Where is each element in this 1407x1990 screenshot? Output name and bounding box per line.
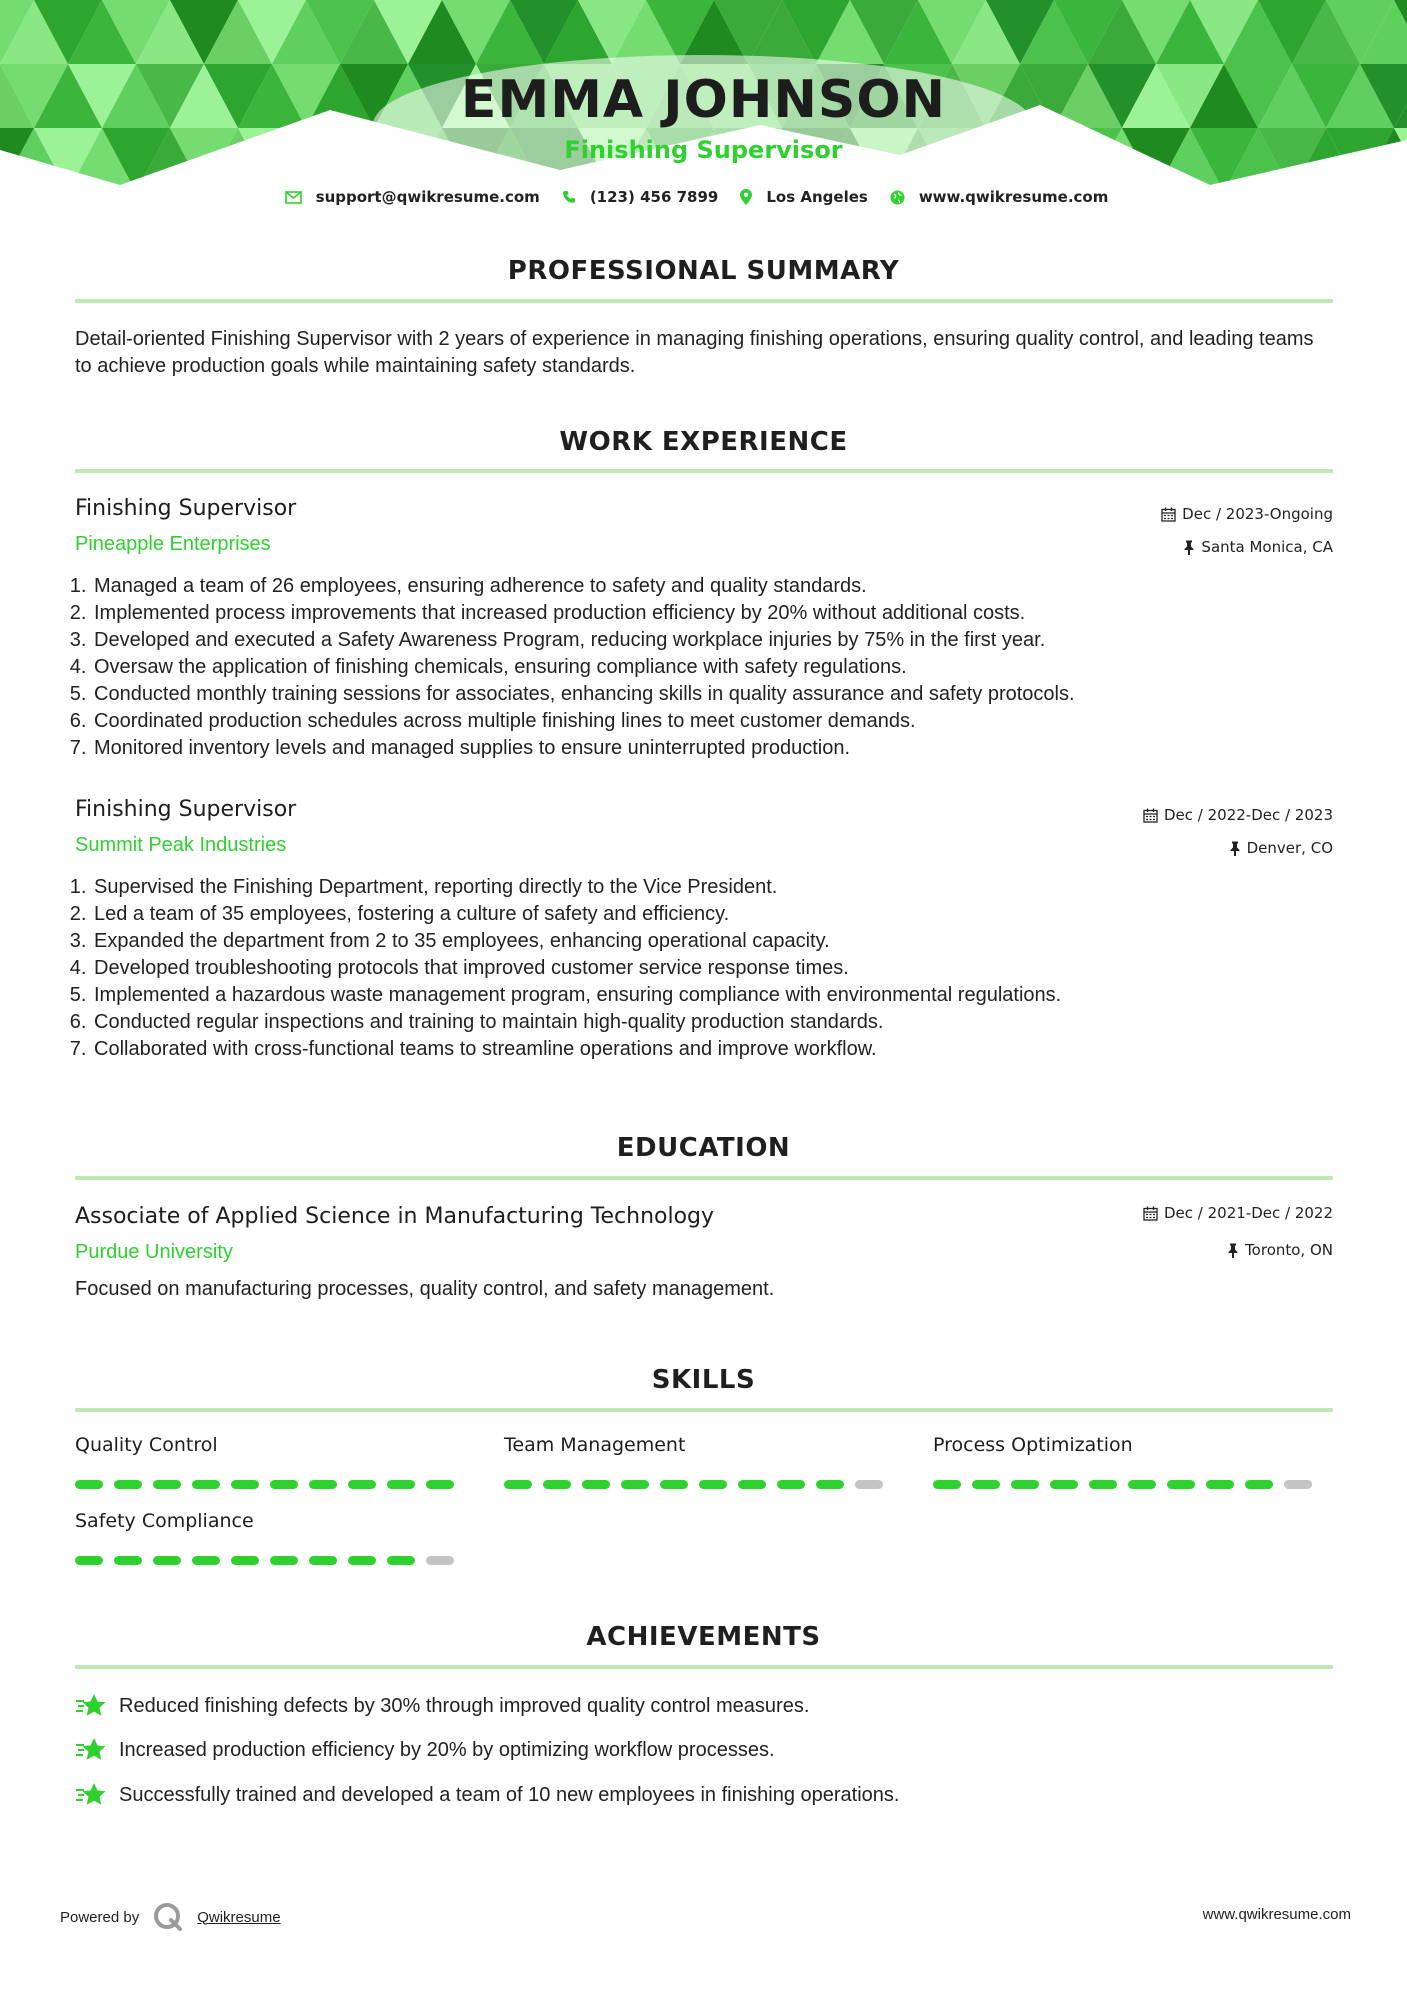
candidate-name: EMMA JOHNSON (460, 70, 947, 130)
skill-item (75, 1510, 455, 1565)
skill-dash-filled (153, 1480, 181, 1489)
contact-bar (0, 188, 1407, 206)
contact-website[interactable] (890, 188, 1109, 206)
achievement-item (75, 1692, 809, 1720)
skill-level-bar (933, 1480, 1313, 1489)
education-divider (75, 1176, 1333, 1180)
skill-dash-filled (1206, 1480, 1234, 1489)
education-heading: EDUCATION (616, 1133, 791, 1163)
map-pin-icon (740, 189, 752, 205)
skill-dash-filled (1050, 1480, 1078, 1489)
contact-email[interactable] (285, 188, 540, 206)
achievement-text: Reduced finishing defects by 30% through improved quality control measures. (119, 1694, 810, 1717)
achievement-item (75, 1736, 775, 1764)
job-date-text: Dec / 2023-Ongoing (1182, 505, 1333, 523)
job-bullets (68, 573, 1372, 762)
skill-dash-filled (387, 1556, 415, 1565)
skill-level-bar (75, 1556, 455, 1565)
skill-name: Process Optimization (933, 1434, 1133, 1456)
job-location (1183, 538, 1333, 556)
job-bullet: 5. Conducted monthly training sessions for associates, enhancing skills in quality assurance and safety protocols. (92, 681, 1372, 708)
education-location-text: Toronto, ON (1245, 1241, 1333, 1259)
achievement-text: Increased production efficiency by 20% by optimizing workflow processes. (119, 1738, 775, 1761)
skill-dash-filled (348, 1556, 376, 1565)
skill-name: Team Management (504, 1434, 686, 1456)
job-bullet: 7. Monitored inventory levels and managed supplies to ensure uninterrupted production. (92, 735, 1372, 762)
education-description: Focused on manufacturing processes, quality control, and safety management. (75, 1278, 775, 1300)
globe-icon (890, 190, 905, 205)
skill-dash-filled (270, 1480, 298, 1489)
skill-dash-filled (933, 1480, 961, 1489)
job-bullet: 7. Collaborated with cross-functional teams to streamline operations and improve workflow. (92, 1036, 1372, 1063)
skill-dash-filled (75, 1556, 103, 1565)
job-bullets (68, 874, 1372, 1063)
skill-name: Safety Compliance (75, 1510, 254, 1532)
star-icon (75, 1692, 107, 1720)
contact-email-text: support@qwikresume.com (315, 188, 540, 206)
pushpin-icon (1227, 1243, 1239, 1258)
skill-dash-filled (816, 1480, 844, 1489)
job-bullet: 3. Developed and executed a Safety Awareness Program, reducing workplace injuries by 75% in the first year. (92, 627, 1372, 654)
job-title: Finishing Supervisor (75, 797, 297, 822)
contact-website-text: www.qwikresume.com (918, 188, 1109, 206)
job-title: Finishing Supervisor (75, 496, 297, 521)
job-date (1161, 505, 1333, 523)
job-bullet: 4. Developed troubleshooting protocols that improved customer service response times. (92, 955, 1372, 982)
job-bullet: 6. Coordinated production schedules across multiple finishing lines to meet customer demands. (92, 708, 1372, 735)
achievements-heading: ACHIEVEMENTS (586, 1622, 821, 1652)
calendar-icon (1143, 1206, 1158, 1221)
contact-location (740, 188, 867, 206)
contact-phone[interactable] (562, 188, 719, 206)
skill-dash-filled (348, 1480, 376, 1489)
job-date-text: Dec / 2022-Dec / 2023 (1164, 806, 1333, 824)
skill-dash-filled (699, 1480, 727, 1489)
achievements-divider (75, 1665, 1333, 1669)
skill-dash-empty (855, 1480, 883, 1489)
job-bullet: 2. Led a team of 35 employees, fostering a culture of safety and efficiency. (92, 901, 1372, 928)
skill-dash-filled (972, 1480, 1000, 1489)
job-bullet: 2. Implemented process improvements that increased production efficiency by 20% without additional costs. (92, 600, 1372, 627)
summary-text: Detail-oriented Finishing Supervisor with 2 years of experience in managing finishing operations, ensuring quality control, and leading teams to achieve production goals while maintaining safety standards. (75, 328, 1314, 377)
contact-phone-text: (123) 456 7899 (589, 188, 719, 206)
skill-dash-filled (309, 1556, 337, 1565)
skill-dash-filled (660, 1480, 688, 1489)
job-bullet: 6. Conducted regular inspections and training to maintain high-quality production standards. (92, 1009, 1372, 1036)
skill-dash-filled (543, 1480, 571, 1489)
job-location (1229, 839, 1333, 857)
skill-dash-filled (1011, 1480, 1039, 1489)
phone-icon (562, 190, 576, 204)
education-location (1227, 1241, 1333, 1259)
education-school: Purdue University (75, 1241, 233, 1263)
pushpin-icon (1183, 540, 1195, 555)
job-location-text: Denver, CO (1246, 839, 1333, 857)
envelope-icon (285, 191, 302, 204)
skill-dash-filled (426, 1480, 454, 1489)
star-icon (75, 1736, 107, 1764)
skill-dash-empty (1284, 1480, 1312, 1489)
achievement-item (75, 1781, 899, 1809)
job-date (1143, 806, 1333, 824)
summary-divider (75, 299, 1333, 303)
job-bullet: 3. Expanded the department from 2 to 35 employees, enhancing operational capacity. (92, 928, 1372, 955)
achievement-text: Successfully trained and developed a team of 10 new employees in finishing operations. (119, 1783, 900, 1806)
skill-dash-filled (153, 1556, 181, 1565)
skill-dash-filled (231, 1556, 259, 1565)
calendar-icon (1143, 808, 1158, 823)
skill-dash-filled (270, 1556, 298, 1565)
candidate-role: Finishing Supervisor (564, 136, 843, 164)
experience-heading: WORK EXPERIENCE (559, 427, 848, 457)
skill-name: Quality Control (75, 1434, 218, 1456)
skill-dash-filled (192, 1556, 220, 1565)
skills-divider (75, 1408, 1333, 1412)
footer-url[interactable]: www.qwikresume.com (1202, 1906, 1351, 1923)
job-bullet: 1. Supervised the Finishing Department, reporting directly to the Vice President. (92, 874, 1372, 901)
calendar-icon (1161, 507, 1176, 522)
experience-divider (75, 469, 1333, 473)
summary-heading: PROFESSIONAL SUMMARY (507, 256, 900, 286)
skill-dash-filled (621, 1480, 649, 1489)
powered-by-label: Powered by (60, 1908, 140, 1926)
skill-level-bar (75, 1480, 455, 1489)
skills-heading: SKILLS (651, 1365, 756, 1395)
skill-dash-filled (387, 1480, 415, 1489)
footer-powered-by (60, 1902, 281, 1932)
skill-level-bar (504, 1480, 884, 1489)
education-degree: Associate of Applied Science in Manufacturing Technology (75, 1204, 715, 1229)
skill-dash-filled (75, 1480, 103, 1489)
skill-item (75, 1434, 455, 1489)
skill-dash-filled (231, 1480, 259, 1489)
skill-dash-filled (738, 1480, 766, 1489)
skill-dash-filled (192, 1480, 220, 1489)
qwikresume-logo-icon (153, 1902, 183, 1932)
skill-item (504, 1434, 884, 1489)
skill-dash-filled (777, 1480, 805, 1489)
skill-dash-filled (1089, 1480, 1117, 1489)
education-date-text: Dec / 2021-Dec / 2022 (1164, 1204, 1333, 1222)
skill-item (933, 1434, 1313, 1489)
job-bullet: 4. Oversaw the application of finishing chemicals, ensuring compliance with safety regulations. (92, 654, 1372, 681)
job-bullet: 5. Implemented a hazardous waste management program, ensuring compliance with environmental regulations. (92, 982, 1372, 1009)
skill-dash-filled (114, 1556, 142, 1565)
pushpin-icon (1229, 841, 1241, 856)
skill-dash-filled (114, 1480, 142, 1489)
job-company: Summit Peak Industries (75, 834, 287, 856)
contact-location-text: Los Angeles (766, 188, 868, 206)
skill-dash-empty (426, 1556, 454, 1565)
job-company: Pineapple Enterprises (75, 533, 271, 555)
skill-dash-filled (1245, 1480, 1273, 1489)
skill-dash-filled (1167, 1480, 1195, 1489)
qwikresume-link[interactable]: Qwikresume (197, 1908, 281, 1926)
skill-dash-filled (582, 1480, 610, 1489)
job-location-text: Santa Monica, CA (1201, 538, 1333, 556)
skill-dash-filled (1128, 1480, 1156, 1489)
star-icon (75, 1781, 107, 1809)
skill-dash-filled (504, 1480, 532, 1489)
job-bullet: 1. Managed a team of 26 employees, ensuring adherence to safety and quality standards. (92, 573, 1372, 600)
education-date (1143, 1204, 1333, 1222)
skill-dash-filled (309, 1480, 337, 1489)
